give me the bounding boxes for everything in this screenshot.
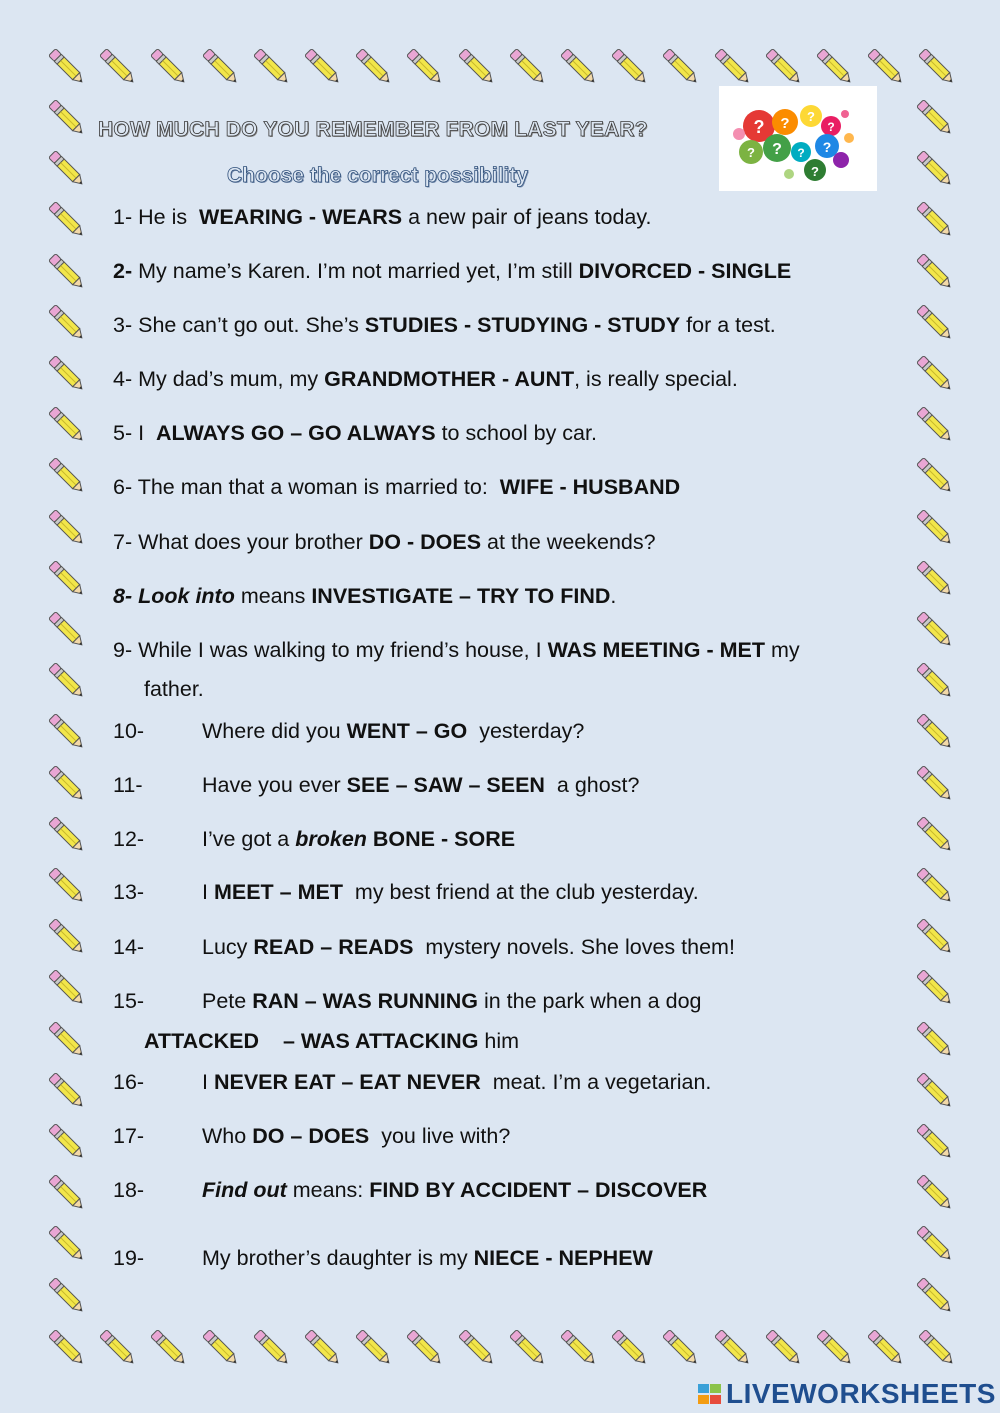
answer-options[interactable]: NEVER EAT – EAT NEVER	[213, 1070, 481, 1094]
pencil-icon	[42, 247, 92, 297]
pencil-icon	[910, 554, 960, 604]
question-line	[113, 1178, 707, 1203]
pencil-icon	[42, 861, 92, 911]
question-text: at the weekends?	[481, 530, 656, 554]
pencil-icon	[708, 1323, 758, 1373]
pencil-icon	[910, 247, 960, 297]
answer-options[interactable]: SEE – SAW – SEEN	[346, 773, 545, 797]
emphasized-text: Find out	[202, 1178, 287, 1202]
answer-options[interactable]: WENT – GO	[346, 719, 468, 743]
question-number: 8-	[113, 584, 133, 608]
question-line	[113, 880, 699, 905]
pencil-icon	[298, 1323, 348, 1373]
question-number: 16-	[113, 1070, 145, 1094]
pencil-icon	[452, 1323, 502, 1373]
question-text: means	[234, 584, 312, 608]
pencil-icon	[42, 1219, 92, 1269]
question-text: Who	[202, 1124, 253, 1148]
pencil-icon	[910, 1168, 960, 1218]
question-text: I	[202, 880, 214, 904]
answer-options[interactable]: NIECE - NEPHEW	[473, 1246, 653, 1270]
question-text: I’ve got a	[202, 827, 296, 851]
answer-options[interactable]: WIFE - HUSBAND	[499, 475, 681, 499]
pencil-icon	[656, 1323, 706, 1373]
pencil-icon	[42, 93, 92, 143]
pencil-icon	[452, 42, 502, 92]
pencil-icon	[42, 503, 92, 553]
question-number: 5-	[113, 421, 133, 445]
question-text: She can’t go out. She’s	[138, 313, 365, 337]
answer-options[interactable]: RAN – WAS RUNNING	[252, 989, 478, 1013]
pencil-icon	[910, 810, 960, 860]
pencil-icon	[708, 42, 758, 92]
pencil-icon	[910, 656, 960, 706]
pencil-icon	[247, 1323, 297, 1373]
pencil-icon	[42, 656, 92, 706]
answer-options[interactable]: BONE - SORE	[372, 827, 516, 851]
question-text: He is	[138, 205, 200, 229]
pencil-icon	[42, 1066, 92, 1116]
pencil-icon	[42, 298, 92, 348]
pencil-icon	[42, 1015, 92, 1065]
question-line	[113, 935, 735, 960]
pencil-icon	[42, 963, 92, 1013]
question-number: 3-	[113, 313, 133, 337]
pencil-icon	[810, 42, 860, 92]
pencil-icon	[196, 42, 246, 92]
question-line	[113, 530, 656, 555]
pencil-icon	[400, 1323, 450, 1373]
pencil-icon	[910, 503, 960, 553]
pencil-icon	[42, 349, 92, 399]
answer-options[interactable]: FIND BY ACCIDENT – DISCOVER	[369, 1178, 708, 1202]
question-line	[113, 421, 597, 446]
pencil-icon	[400, 42, 450, 92]
question-line	[113, 638, 800, 663]
svg-text:?: ?	[827, 120, 835, 134]
pencil-icon	[910, 963, 960, 1013]
question-number: 7-	[113, 530, 133, 554]
question-text: to school by car.	[435, 421, 597, 445]
pencil-icon	[42, 912, 92, 962]
question-line	[113, 827, 515, 852]
pencil-icon	[298, 42, 348, 92]
question-line	[113, 989, 701, 1014]
question-text: mystery novels. She loves them!	[413, 935, 735, 959]
question-text: , is really special.	[574, 367, 738, 391]
svg-text:?: ?	[753, 117, 765, 137]
page-title: HOW MUCH DO YOU REMEMBER FROM LAST YEAR?	[98, 118, 648, 141]
answer-options[interactable]: DIVORCED - SINGLE	[578, 259, 792, 283]
liveworksheets-logo-icon	[698, 1382, 722, 1406]
pencil-icon	[910, 1117, 960, 1167]
question-line	[113, 367, 738, 392]
question-line	[113, 1246, 653, 1271]
question-line	[113, 719, 584, 744]
question-text: Have you ever	[202, 773, 347, 797]
question-text: Where did you	[202, 719, 347, 743]
pencil-icon	[910, 1271, 960, 1321]
pencil-icon	[910, 707, 960, 757]
question-text: I	[138, 421, 157, 445]
question-line	[113, 475, 680, 500]
question-text: means:	[286, 1178, 370, 1202]
question-line	[144, 677, 204, 702]
question-line	[113, 205, 652, 230]
question-text: My dad’s mum, my	[138, 367, 325, 391]
pencil-icon	[349, 42, 399, 92]
pencil-icon	[910, 605, 960, 655]
question-number: 11-	[113, 773, 143, 797]
question-number: 10-	[113, 719, 145, 743]
question-number: 6-	[113, 475, 133, 499]
pencil-icon	[910, 349, 960, 399]
pencil-icon	[144, 42, 194, 92]
pencil-icon	[910, 912, 960, 962]
question-number: 1-	[113, 205, 133, 229]
pencil-icon	[554, 42, 604, 92]
question-text: my best friend at the club yesterday.	[342, 880, 699, 904]
pencil-icon	[42, 42, 92, 92]
pencil-icon	[42, 707, 92, 757]
pencil-icon	[42, 554, 92, 604]
question-line	[144, 1029, 519, 1054]
pencil-icon	[42, 605, 92, 655]
question-text: My brother’s daughter is my	[202, 1246, 474, 1270]
pencil-icon	[861, 1323, 911, 1373]
pencil-icon	[42, 759, 92, 809]
question-text: a new pair of jeans today.	[402, 205, 652, 229]
answer-options[interactable]: GRANDMOTHER - AUNT	[324, 367, 575, 391]
pencil-icon	[912, 42, 962, 92]
answer-options[interactable]: DO – DOES	[252, 1124, 370, 1148]
svg-text:?: ?	[797, 146, 805, 160]
pencil-icon	[42, 400, 92, 450]
question-line	[113, 1124, 510, 1149]
pencil-icon	[42, 1168, 92, 1218]
question-number: 19-	[113, 1246, 145, 1270]
question-line	[113, 259, 791, 284]
question-number: 18-	[113, 1178, 145, 1202]
pencil-icon	[910, 861, 960, 911]
question-text: While I was walking to my friend’s house, I	[138, 638, 548, 662]
answer-options[interactable]: ALWAYS GO – GO ALWAYS	[156, 421, 436, 445]
pencil-icon	[910, 1066, 960, 1116]
question-text: a ghost?	[544, 773, 640, 797]
question-text: him	[478, 1029, 520, 1053]
pencil-icon	[42, 1271, 92, 1321]
question-number: 9-	[113, 638, 133, 662]
question-text: father.	[144, 677, 204, 701]
pencil-icon	[910, 451, 960, 501]
brand-name: LIVEWORKSHEETS	[726, 1378, 996, 1409]
svg-text:?: ?	[811, 164, 819, 179]
page-subtitle: Choose the correct possibility	[227, 164, 529, 187]
pencil-icon	[910, 1219, 960, 1269]
pencil-icon	[759, 1323, 809, 1373]
emphasized-text: broken	[295, 827, 367, 851]
question-line	[113, 773, 639, 798]
pencil-icon	[656, 42, 706, 92]
question-text: The man that a woman is married to:	[137, 475, 500, 499]
question-number: 13-	[113, 880, 145, 904]
question-line	[113, 1070, 711, 1095]
pencil-icon	[93, 42, 143, 92]
pencil-icon	[554, 1323, 604, 1373]
pencil-icon	[144, 1323, 194, 1373]
svg-text:?: ?	[747, 145, 755, 160]
question-number: 2-	[113, 259, 133, 283]
answer-options[interactable]: READ – READS	[253, 935, 414, 959]
pencil-icon	[42, 1323, 92, 1373]
question-number: 17-	[113, 1124, 145, 1148]
pencil-icon	[503, 42, 553, 92]
question-text: for a test.	[680, 313, 776, 337]
question-text: my	[764, 638, 800, 662]
emphasized-text: Look into	[138, 584, 235, 608]
pencil-icon	[912, 1323, 962, 1373]
question-line	[113, 313, 776, 338]
pencil-icon	[42, 451, 92, 501]
question-number: 4-	[113, 367, 133, 391]
question-text: you live with?	[369, 1124, 511, 1148]
pencil-icon	[810, 1323, 860, 1373]
question-number: 15-	[113, 989, 145, 1013]
answer-options[interactable]: MEET – MET	[213, 880, 343, 904]
pencil-icon	[759, 42, 809, 92]
pencil-icon	[605, 1323, 655, 1373]
pencil-icon	[42, 144, 92, 194]
pencil-icon	[196, 1323, 246, 1373]
question-number: 12-	[113, 827, 145, 851]
question-marks-icon	[719, 86, 877, 191]
svg-text:?: ?	[780, 115, 790, 132]
question-text: yesterday?	[467, 719, 585, 743]
pencil-icon	[247, 42, 297, 92]
pencil-icon	[503, 1323, 553, 1373]
question-text: What does your brother	[138, 530, 369, 554]
pencil-icon	[93, 1323, 143, 1373]
pencil-icon	[42, 195, 92, 245]
svg-text:?: ?	[772, 141, 782, 158]
answer-options[interactable]: ATTACKED – WAS ATTACKING	[144, 1029, 479, 1053]
answer-options[interactable]: STUDIES - STUDYING - STUDY	[364, 313, 681, 337]
pencil-icon	[42, 1117, 92, 1167]
pencil-icon	[605, 42, 655, 92]
pencil-icon	[910, 195, 960, 245]
pencil-icon	[910, 759, 960, 809]
pencil-icon	[42, 810, 92, 860]
answer-options[interactable]: INVESTIGATE – TRY TO FIND	[311, 584, 611, 608]
question-line	[113, 584, 616, 609]
pencil-icon	[910, 298, 960, 348]
question-text: I	[202, 1070, 214, 1094]
pencil-icon	[910, 400, 960, 450]
pencil-icon	[910, 1015, 960, 1065]
pencil-icon	[861, 42, 911, 92]
question-text: .	[610, 584, 617, 608]
question-text: meat. I’m a vegetarian.	[480, 1070, 712, 1094]
pencil-icon	[910, 93, 960, 143]
question-text: My name’s Karen. I’m not married yet, I’m still	[138, 259, 579, 283]
answer-options[interactable]: WAS MEETING - MET	[547, 638, 765, 662]
question-text: in the park when a dog	[477, 989, 702, 1013]
question-text: Lucy	[202, 935, 254, 959]
pencil-icon	[910, 144, 960, 194]
question-number: 14-	[113, 935, 145, 959]
pencil-icon	[349, 1323, 399, 1373]
answer-options[interactable]: DO - DOES	[368, 530, 482, 554]
svg-text:?: ?	[822, 139, 832, 155]
answer-options[interactable]: WEARING - WEARS	[199, 205, 403, 229]
svg-text:?: ?	[807, 109, 815, 124]
question-text: Pete	[202, 989, 253, 1013]
